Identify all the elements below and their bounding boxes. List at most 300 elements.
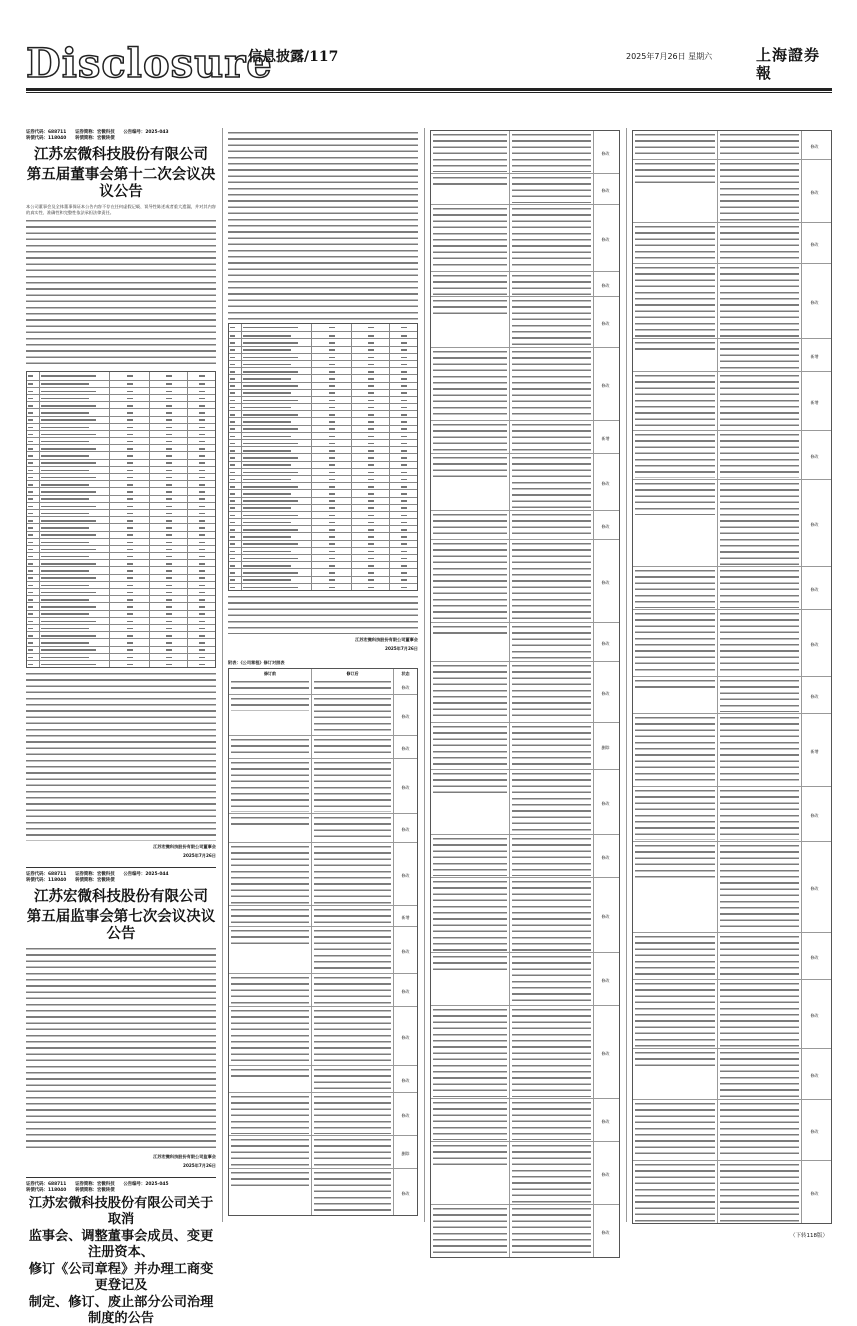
table-cell <box>311 577 351 583</box>
table-cell <box>241 361 311 367</box>
table-cell <box>311 505 351 511</box>
compare-after-cell <box>717 787 801 841</box>
table-cell <box>311 347 351 353</box>
table-cell <box>389 411 417 417</box>
compare-row <box>229 1135 417 1168</box>
table-cell <box>241 548 311 554</box>
table-cell <box>109 388 149 394</box>
compare-after-cell <box>509 770 593 834</box>
table-cell <box>229 533 241 539</box>
table-cell <box>389 548 417 554</box>
compare-status-cell: 修改 <box>801 980 827 1048</box>
table-cell <box>27 567 39 573</box>
table-cell <box>39 560 109 566</box>
table-row <box>27 538 215 545</box>
table-cell <box>351 469 389 475</box>
table-cell <box>27 424 39 430</box>
table-cell <box>39 424 109 430</box>
brand-logo: Disclosure <box>26 40 273 87</box>
table-cell <box>351 361 389 367</box>
table-cell <box>311 541 351 547</box>
table-cell <box>241 577 311 583</box>
table-cell <box>241 390 311 396</box>
compare-status-cell: 修改 <box>393 759 417 813</box>
compare-status-cell: 修改 <box>801 1100 827 1160</box>
compare-after-cell <box>311 1066 393 1092</box>
table-cell <box>39 481 109 487</box>
table-cell <box>311 548 351 554</box>
table-cell <box>187 618 215 624</box>
column-4 <box>632 130 832 1220</box>
table-row <box>229 338 417 345</box>
compare-row <box>633 338 831 371</box>
table-cell <box>229 433 241 439</box>
compare-after-cell <box>311 1169 393 1215</box>
compare-row <box>633 159 831 222</box>
compare-before-cell <box>229 1066 311 1092</box>
table-cell <box>149 372 187 379</box>
table-cell <box>27 603 39 609</box>
compare-after-cell <box>509 421 593 453</box>
compare-status-cell: 修改 <box>801 431 827 479</box>
table-cell <box>149 395 187 401</box>
table-row <box>229 396 417 403</box>
table-cell <box>149 596 187 602</box>
table-cell <box>351 569 389 575</box>
table-cell <box>149 546 187 552</box>
table-cell <box>149 510 187 516</box>
table-cell <box>187 611 215 617</box>
masthead-rule-thin <box>26 92 832 93</box>
table-cell <box>351 390 389 396</box>
table-cell <box>229 390 241 396</box>
table-cell <box>311 584 351 590</box>
compare-before-cell <box>431 454 509 510</box>
compare-after-cell <box>509 1205 593 1257</box>
table-cell <box>27 517 39 523</box>
table-cell <box>351 354 389 360</box>
divider <box>26 867 216 868</box>
table-cell <box>27 388 39 394</box>
compare-after-cell <box>717 223 801 263</box>
compare-after-cell <box>509 348 593 420</box>
table-cell <box>389 368 417 374</box>
table-cell <box>39 632 109 638</box>
compare-row <box>229 758 417 813</box>
table-cell <box>229 440 241 446</box>
table-cell <box>229 519 241 525</box>
table-row <box>229 540 417 547</box>
compare-after-cell <box>509 662 593 722</box>
table-row <box>27 451 215 458</box>
table-cell <box>229 483 241 489</box>
table-cell <box>109 647 149 653</box>
table-cell <box>39 467 109 473</box>
table-cell <box>109 510 149 516</box>
table-cell <box>241 476 311 482</box>
table-cell <box>149 517 187 523</box>
table-cell <box>389 454 417 460</box>
table-cell <box>351 577 389 583</box>
table-row <box>27 595 215 602</box>
table-cell <box>39 661 109 667</box>
compare-after-cell <box>717 677 801 713</box>
table-cell <box>241 555 311 561</box>
compare-status-cell: 修改 <box>801 160 827 222</box>
table-cell <box>187 639 215 645</box>
compare-status-cell: 修改 <box>801 677 827 713</box>
compare-status-cell: 修改 <box>593 297 617 347</box>
table-cell <box>389 375 417 381</box>
table-cell <box>241 404 311 410</box>
table-row <box>27 552 215 559</box>
table-cell <box>149 417 187 423</box>
table-cell <box>27 496 39 502</box>
compare-after-cell <box>717 480 801 566</box>
table-cell <box>241 375 311 381</box>
compare-after-cell <box>311 736 393 758</box>
table-cell <box>229 361 241 367</box>
compare-after-cell <box>509 835 593 877</box>
compare-before-cell <box>229 1169 311 1215</box>
compare-before-cell <box>431 662 509 722</box>
table-cell <box>109 639 149 645</box>
table-row <box>27 566 215 573</box>
table-row <box>27 574 215 581</box>
table-cell <box>187 381 215 387</box>
table-cell <box>389 483 417 489</box>
compare-before-cell <box>633 677 717 713</box>
compare-row <box>431 952 619 1005</box>
compare-after-cell <box>509 454 593 510</box>
table-cell <box>27 452 39 458</box>
compare-before-cell <box>633 842 717 932</box>
table-cell <box>39 417 109 423</box>
compare-before-cell <box>431 131 509 173</box>
table-row <box>27 610 215 617</box>
notice1-signature-date: 2025年7月26日 <box>183 853 216 859</box>
compare-row <box>229 926 417 973</box>
compare-before-cell <box>633 933 717 979</box>
compare-row <box>229 842 417 905</box>
table-cell <box>109 395 149 401</box>
table-cell <box>311 447 351 453</box>
table-row <box>229 532 417 539</box>
table-row <box>27 480 215 487</box>
table-row <box>229 568 417 575</box>
notice1-title-line2: 第五届董事会第十二次会议决议公告 <box>26 166 216 200</box>
table-row <box>229 360 417 367</box>
column-rule <box>222 128 223 1222</box>
table-cell <box>389 490 417 496</box>
compare-row <box>431 420 619 453</box>
table-cell <box>39 539 109 545</box>
table-cell <box>27 654 39 660</box>
table-row <box>229 432 417 439</box>
compare-status-cell: 修改 <box>593 835 617 877</box>
table-cell <box>149 460 187 466</box>
compare-row <box>229 813 417 842</box>
notice1-governance-table <box>26 371 216 668</box>
table-row <box>27 531 215 538</box>
compare-row <box>633 1048 831 1099</box>
table-row <box>229 482 417 489</box>
table-cell <box>389 569 417 575</box>
table-cell <box>27 647 39 653</box>
compare-row <box>431 1005 619 1098</box>
table-cell <box>149 381 187 387</box>
notice2-title-line1: 江苏宏微科技股份有限公司 <box>34 888 208 906</box>
compare-status-cell: 修改 <box>593 131 617 173</box>
compare-row <box>229 1168 417 1215</box>
table-cell <box>39 596 109 602</box>
table-cell <box>389 512 417 518</box>
table-cell <box>187 445 215 451</box>
table-cell <box>351 454 389 460</box>
newspaper-name: 上海證券報 <box>756 46 821 82</box>
table-cell <box>187 553 215 559</box>
compare-status-cell: 修改 <box>801 131 827 159</box>
notice1-signature-org: 江苏宏微科技股份有限公司董事会 <box>153 844 216 850</box>
compare-after-cell <box>509 540 593 622</box>
table-cell <box>351 498 389 504</box>
compare-status-cell: 修改 <box>801 223 827 263</box>
table-cell <box>109 575 149 581</box>
compare-row <box>431 1141 619 1204</box>
table-cell <box>389 469 417 475</box>
table-cell <box>109 431 149 437</box>
compare-after-cell <box>509 1006 593 1098</box>
notice3-title-line4: 制定、修订、废止部分公司治理制度的公告 <box>28 1295 214 1326</box>
table-cell <box>241 483 311 489</box>
table-row <box>27 459 215 466</box>
table-cell <box>311 375 351 381</box>
compare-status-cell: 新增 <box>801 372 827 430</box>
compare-before-cell <box>229 736 311 758</box>
compare-row <box>633 1099 831 1160</box>
table-cell <box>149 575 187 581</box>
compare-before-cell <box>431 174 509 204</box>
table-cell <box>39 372 109 379</box>
compare-row <box>431 769 619 834</box>
table-cell <box>27 582 39 588</box>
table-cell <box>241 498 311 504</box>
table-cell <box>39 395 109 401</box>
table-cell <box>39 488 109 494</box>
table-row <box>27 430 215 437</box>
table-cell <box>311 569 351 575</box>
table-cell <box>39 625 109 631</box>
table-cell <box>351 476 389 482</box>
compare-before-cell <box>633 160 717 222</box>
compare-before-cell <box>431 205 509 271</box>
compare-before-cell <box>229 695 311 735</box>
table-cell <box>351 562 389 568</box>
compare-before-cell <box>633 787 717 841</box>
col-status-header: 状态 <box>393 669 417 678</box>
table-cell <box>109 372 149 379</box>
table-row <box>27 380 215 387</box>
compare-before-cell <box>633 480 717 566</box>
table-cell <box>109 582 149 588</box>
table-row <box>27 509 215 516</box>
compare-row <box>431 1204 619 1257</box>
table-cell <box>389 505 417 511</box>
compare-before-cell <box>229 814 311 842</box>
compare-row <box>633 222 831 263</box>
compare-status-cell: 修改 <box>593 272 617 296</box>
table-cell <box>229 368 241 374</box>
table-cell <box>27 524 39 530</box>
table-cell <box>241 533 311 539</box>
table-cell <box>109 625 149 631</box>
compare-row <box>431 204 619 271</box>
col2-signature-org: 江苏宏微科技股份有限公司董事会 <box>355 636 418 642</box>
compare-before-cell <box>633 610 717 676</box>
table-row <box>229 389 417 396</box>
table-cell <box>27 402 39 408</box>
table-cell <box>27 539 39 545</box>
table-cell <box>39 409 109 415</box>
table-row <box>27 473 215 480</box>
table-cell <box>27 460 39 466</box>
table-cell <box>39 524 109 530</box>
table-cell <box>39 546 109 552</box>
compare-status-cell: 修改 <box>593 662 617 722</box>
table-cell <box>351 447 389 453</box>
table-cell <box>229 375 241 381</box>
table-cell <box>149 553 187 559</box>
table-cell <box>187 452 215 458</box>
notice2-codes: 证券代码：688711 证券简称：宏微科技 公告编号：2025-044 <box>26 872 169 878</box>
table-cell <box>187 496 215 502</box>
compare-after-cell <box>509 953 593 1005</box>
table-cell <box>389 404 417 410</box>
compare-status-cell: 修改 <box>593 953 617 1005</box>
table-cell <box>149 524 187 530</box>
table-cell <box>351 339 389 345</box>
compare-before-cell <box>431 348 509 420</box>
compare-after-cell <box>311 906 393 926</box>
compare-after-cell <box>717 339 801 371</box>
notice3-title-line3: 修订《公司章程》并办理工商变更登记及 <box>28 1262 214 1293</box>
compare-row <box>633 786 831 841</box>
table-cell <box>187 438 215 444</box>
table-cell <box>149 603 187 609</box>
table-cell <box>27 372 39 379</box>
table-cell <box>109 589 149 595</box>
notice3-title-line1: 江苏宏微科技股份有限公司关于取消 <box>28 1196 214 1227</box>
compare-before-cell <box>229 974 311 1006</box>
table-row <box>229 504 417 511</box>
table-cell <box>149 431 187 437</box>
compare-status-cell: 新增 <box>801 714 827 786</box>
table-cell <box>149 438 187 444</box>
table-cell <box>229 498 241 504</box>
compare-before-cell <box>229 843 311 905</box>
table-cell <box>389 584 417 590</box>
table-cell <box>39 402 109 408</box>
table-cell <box>27 417 39 423</box>
table-cell <box>241 454 311 460</box>
table-cell <box>39 532 109 538</box>
table-cell <box>187 647 215 653</box>
compare-row <box>633 1160 831 1223</box>
compare-before-cell <box>431 835 509 877</box>
compare-row <box>431 622 619 661</box>
table-cell <box>389 332 417 338</box>
table-cell <box>229 404 241 410</box>
col2-body-text-2 <box>228 594 418 634</box>
table-cell <box>27 431 39 437</box>
compare-row <box>229 678 417 694</box>
table-cell <box>241 433 311 439</box>
table-row <box>27 387 215 394</box>
table-row <box>27 581 215 588</box>
articles-compare-table-cont-2 <box>632 130 832 1224</box>
table-cell <box>389 440 417 446</box>
compare-status-cell: 修改 <box>393 678 417 694</box>
table-cell <box>109 553 149 559</box>
table-cell <box>351 533 389 539</box>
articles-compare-table-cont <box>430 130 620 1258</box>
compare-status-cell: 修改 <box>593 1205 617 1257</box>
table-cell <box>311 469 351 475</box>
table-cell <box>109 481 149 487</box>
table-cell <box>241 383 311 389</box>
table-row <box>27 416 215 423</box>
table-cell <box>39 639 109 645</box>
table-cell <box>229 324 241 331</box>
table-row <box>229 324 417 331</box>
compare-before-cell <box>431 878 509 952</box>
table-cell <box>109 488 149 494</box>
compare-before-cell <box>431 723 509 769</box>
table-cell <box>187 567 215 573</box>
compare-after-cell <box>717 431 801 479</box>
table-cell <box>27 481 39 487</box>
table-row <box>229 461 417 468</box>
table-cell <box>241 332 311 338</box>
table-cell <box>351 418 389 424</box>
table-cell <box>229 418 241 424</box>
table-cell <box>241 562 311 568</box>
table-cell <box>149 481 187 487</box>
compare-after-cell <box>717 842 801 932</box>
table-cell <box>311 498 351 504</box>
compare-after-cell <box>509 131 593 173</box>
table-row <box>27 617 215 624</box>
table-cell <box>389 562 417 568</box>
compare-row <box>431 539 619 622</box>
compare-after-cell <box>311 1093 393 1135</box>
table-cell <box>187 467 215 473</box>
table-cell <box>389 354 417 360</box>
table-cell <box>187 603 215 609</box>
table-cell <box>187 372 215 379</box>
compare-row <box>431 453 619 510</box>
compare-row <box>431 271 619 296</box>
compare-status-cell: 修改 <box>593 1099 617 1141</box>
table-row <box>229 353 417 360</box>
compare-after-cell <box>717 714 801 786</box>
compare-row <box>229 735 417 758</box>
table-row <box>27 394 215 401</box>
compare-before-cell <box>431 623 509 661</box>
compare-before-cell <box>229 759 311 813</box>
compare-after-cell <box>311 695 393 735</box>
table-cell <box>311 324 351 331</box>
